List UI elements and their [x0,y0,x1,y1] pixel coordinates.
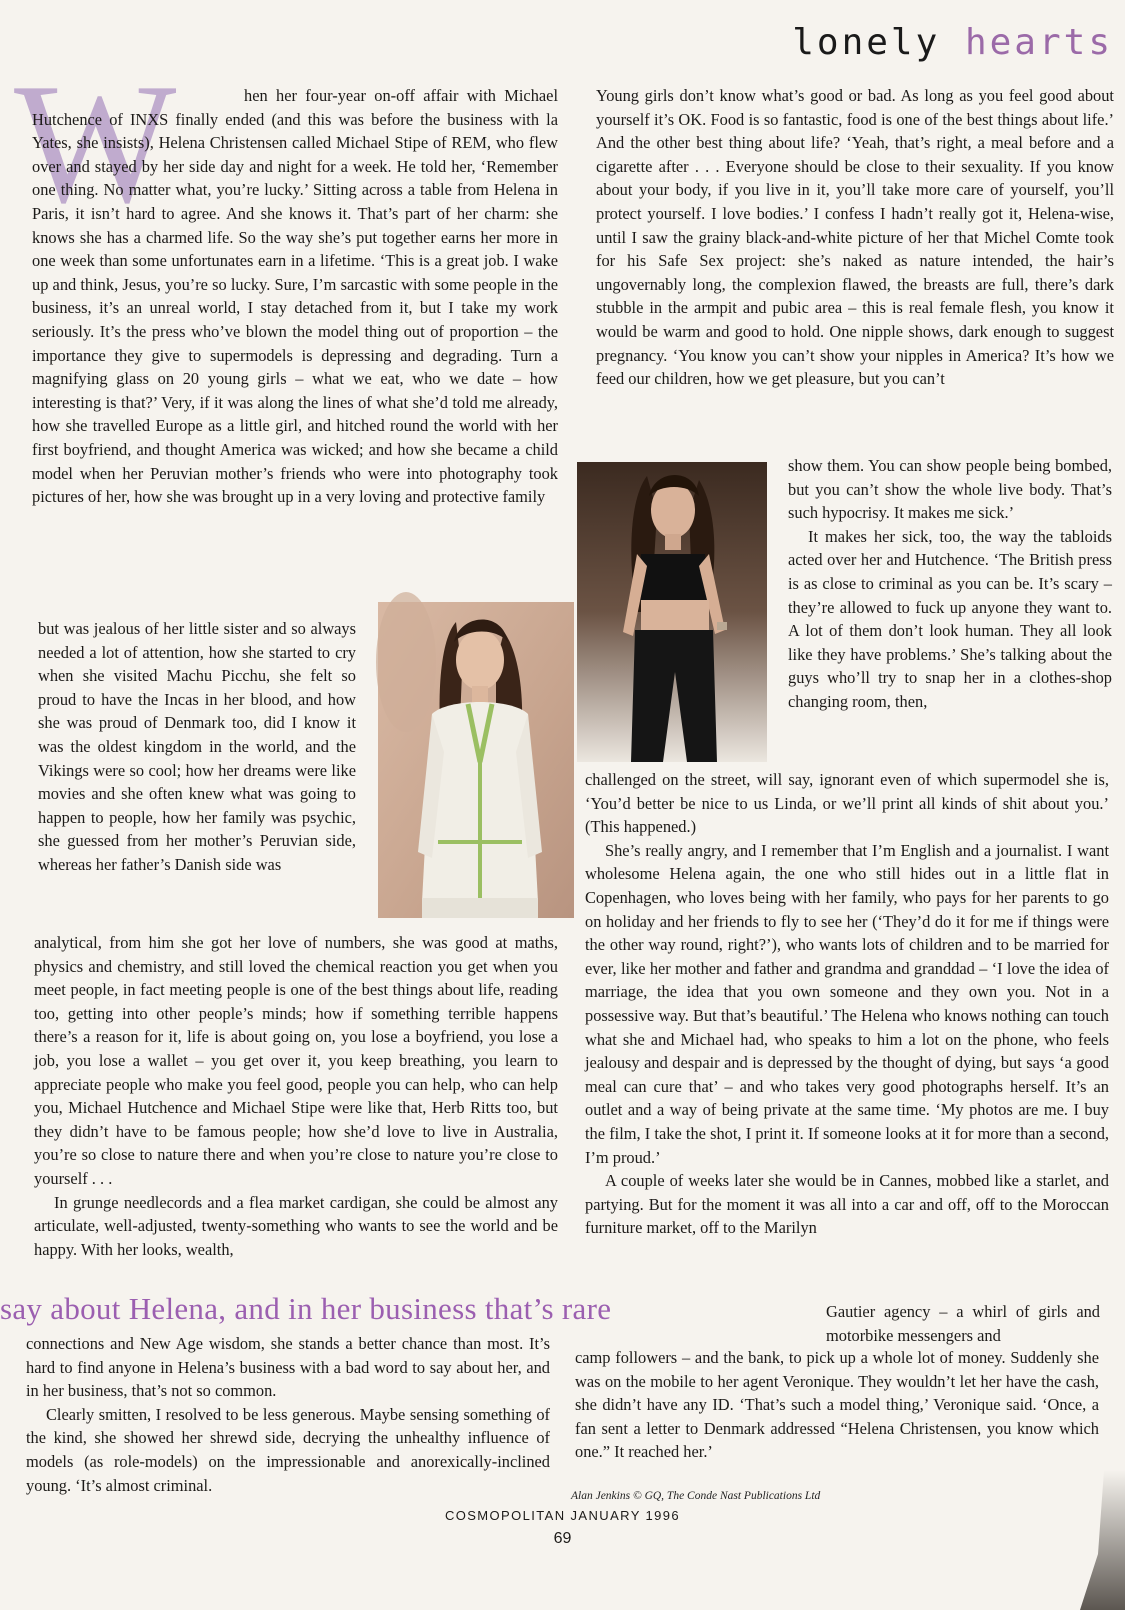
article-paragraph-challenged: challenged on the street, will say, ignorant even of which supermodel she is, ‘You’d better be nice to us Linda, or we’ll print all kinds of shit about you.’ (This happened.) [585,770,1109,837]
article-paragraph-beside: but was jealous of her little sister and so always needed a lot of attention, how she started to cry when she visited Machu Picchu, she felt so proud to have the Incas in her blood, and how she was proud of Denmark too, did I know it was the oldest kingdom in the world, and the Vikings were so cool; how her dreams were like movies and she often knew what was going to happen to people, how her family was psychic, she guessed from her mother’s Peruvian side, whereas her father’s Danish side was [38,619,356,874]
header-word-hearts: hearts [964,22,1113,63]
photo-white-jacket-image [378,602,574,918]
article-paragraph-angry: She’s really angry, and I remember that I’m English and a journalist. I want wholesome Helena again, the one who still hides out in a little flat in Copenhagen, who loves being with her family, who pays for her parents to go on holiday and her friends to fly to see her (‘They’d do it for me if things were the other way round, right?’), who wants lots of children and to be married for ever, like her mother and father and grandma and granddad – ‘I love the idea of marriage, the idea that you own someone and they own you. Not in a possessive way. But that’s beautiful.’ The Helena who knows nothing can touch what she and Michael had, who speaks to him a lot on the phone, who feels jealousy and despair and is depressed by the thought of dying, but says ‘a good meal can cure that’ – and who takes very good photographs herself. It’s an outlet and a way of being private at the same time. ‘My photos are me. I buy the film, I take the shot, I print it. If someone looks at it for more than a second, I’m proud.’ [585,840,1109,1167]
article-col2-lower [585,768,1109,1280]
article-paragraph-camp-followers: camp followers – and the bank, to pick up a whole lot of money. Suddenly she was on the mobile to her agent Veronique. They wouldn’t let her have the cash, she didn’t have any ID. ‘That’s such a model thing,’ Veronique said. ‘Once, a fan sent a letter to Denmark addressed “Helena Christensen, you know which one.” It reached her.’ [575,1348,1099,1462]
photo-model-white-jacket [378,602,574,918]
article-col2-bottom [575,1346,1099,1488]
article-paragraph-young-girls: Young girls don’t know what’s good or bad. As long as you feel good about yourself it’s OK. Food is so fantastic, food is one of the best things about life.’ And the other best thing about life? ‘Yeah, that’s right, a meal before and a cigarette after . . . Everyone should be close to their sexuality. If you know about your body, if you live in it, you’ll take more care of yourself, you’ll protect yourself. I love bodies.’ I confess I hadn’t really got it, Helena-wise, until I saw the grainy black-and-white picture of her that Michel Comte took for his Safe Sex project: she’s naked as nature intended, the hair’s ungovernably long, the complexion flawed, the breasts are full, there’s dark stubble in the armpit and pubic area – this is real female flesh, you know it would be warm and good to hold. One nipple shows, dark enough to suggest pregnancy. ‘You know you can’t show your nipples in America? It’s how we feed our children, how we get pleasure, but you can’t [596,86,1114,389]
magazine-footer: COSMOPOLITAN JANUARY 1996 [444,1508,681,1523]
article-paragraph-show-them: show them. You can show people being bombed, but you can’t show the whole live body. That’s such hypocrisy. It makes me sick.’ [788,456,1112,523]
article-paragraph-gautier: Gautier agency – a whirl of girls and motorbike messengers and [826,1302,1100,1345]
article-paragraph-tabloids: It makes her sick, too, the way the tabloids acted over her and Hutchence. ‘The British press is as close to criminal as you can be. It’s scary – they’re allowed to fuck up anyone they want to. A lot of them don’t look human. They all look like they have problems.’ She’s talking about the guys who’ll try to snap her in a clothes-shop changing room, then, [788,526,1112,711]
article-paragraph-connections: connections and New Age wisdom, she stands a better chance than most. It’s hard to find anyone in Helena’s business with a bad word to say about her, and in her business, that’s not so common. [26,1334,550,1401]
drop-cap: W [14,49,177,239]
article-paragraph-smitten: Clearly smitten, I resolved to be less generous. Maybe sensing something of the kind, she showed her shrewd side, decrying the unhealthy influence of models (as role-models) on the impressionable and anorexically-inclined young. ‘It’s almost criminal. [26,1404,550,1495]
article-paragraph-cannes: A couple of weeks later she would be in Cannes, mobbed like a starlet, and partying. But for the moment it was all into a car and off, off to the Moroccan furniture market, off to the Marilyn [585,1171,1109,1238]
article-paragraph-analytical: analytical, from him she got her love of numbers, she was good at maths, physics and chemistry, and still loved the chemical reaction you get when you meet people, in fact meeting people is one of the best things about life, reading too, getting into other people’s minds; how if something terrible happens there’s a reason for it, life is about going on, you lose a boyfriend, you lose a job, you lose a wallet – you get over it, you keep breathing, you learn to appreciate people who make you feel good, people you can help, who can help you, Michael Hutchence and Michael Stipe were like that, Herb Ritts too, but they didn’t have to be famous people; how she’d love to live in Australia, you’re so close to nature there and when you’re close to nature you’re close to yourself . . . [34,933,558,1188]
article-col2-beside-pullquote [826,1300,1100,1348]
article-col2-top [596,84,1114,456]
article-col1-beside-photo [38,617,356,915]
article-col2-beside-photo [788,454,1112,776]
article-col1-top [32,84,558,604]
section-header [792,22,1113,63]
article-paragraph-grunge: In grunge needlecords and a flea market cardigan, she could be almost any articulate, well-adjusted, twenty-something who wants to see the world and be happy. With her looks, wealth, [34,1192,558,1259]
article-col1-lower [34,931,558,1283]
article-paragraph-lead: hen her four-year on-off affair with Michael Hutchence of INXS finally ended (and this was before the business with la Yates, she insists), Helena Christensen called Michael Stipe of REM, who flew over and stayed by her side day and night for a week. He told her, ‘Remember one thing. No matter what, you’re lucky.’ Sitting across a table from Helena in Paris, it isn’t hard to agree. And she knows it. That’s part of her charm: she knows she has a charmed life. So the way she’s put together earns her more in one week than some unfortunates earn in a lifetime. ‘This is a great job. I wake up and think, Jesus, you’re so lucky. Sure, I’m sarcastic with some people in the business, it’s an unreal world, I stay detached from it, but I take my work seriously. It’s the press who’ve blown the model thing out of proportion – the importance they give to supermodels is depressing and degrading. Turn a magnifying glass on 20 young girls – what we eat, who we date – how interesting is that?’ Very, if it was along the lines of what she’d told me already, how she travelled Europe as a little girl, and hitched round the world with her first boyfriend, and thought America was wicked; and how she became a child model when her Peruvian mother’s friends who were into photography took pictures of her, how she was brought up in a very loving and protective family [32,86,558,507]
pull-quote: say about Helena, and in her business that’s rare [0,1291,612,1326]
photo-model-black-outfit [577,462,767,762]
article-credit: Alan Jenkins © GQ, The Conde Nast Publications Ltd [571,1490,821,1502]
photo-black-outfit-image [577,462,767,762]
header-word-lonely: lonely [792,22,941,63]
page-number: 69 [553,1530,572,1547]
article-col1-bottom [26,1332,550,1495]
